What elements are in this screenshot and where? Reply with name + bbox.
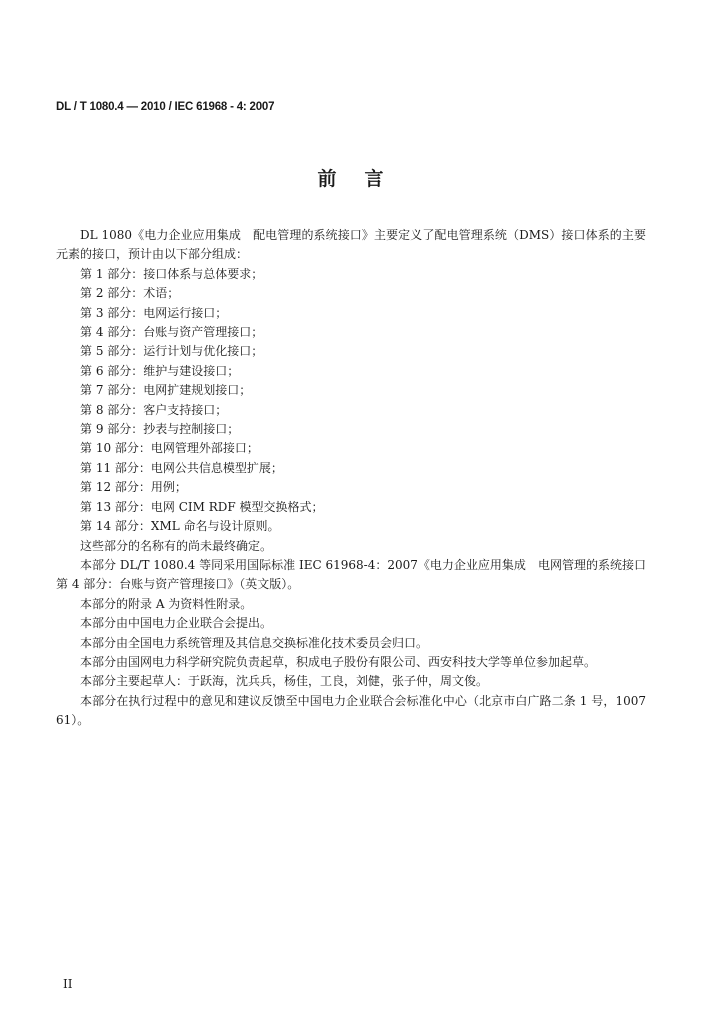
- foreword-body: [56, 226, 659, 731]
- list-item-part-4: 第 4 部分：台账与资产管理接口；: [80, 325, 264, 340]
- standard-code-header: DL / T 1080.4 — 2010 / IEC 61968 - 4: 2007: [56, 101, 275, 113]
- list-item-part-6: 第 6 部分：维护与建设接口；: [80, 363, 240, 378]
- list-item-part-3: 第 3 部分：电网运行接口；: [80, 305, 228, 320]
- drafting-units-paragraph: 本部分由国网电力科学研究院负责起草，积成电子股份有限公司、西安科技大学等单位参加起草。: [80, 654, 597, 669]
- drafters-paragraph: 本部分主要起草人：于跃海，沈兵兵，杨佳，工良，刘健，张子仲，周文俊。: [80, 674, 489, 689]
- feedback-paragraph: 本部分在执行过程中的意见和建议反馈至中国电力企业联合会标准化中心（北京市白广路二条 1 号，100761）。: [56, 693, 646, 728]
- list-item-part-12: 第 12 部分：用例；: [80, 480, 187, 495]
- proposer-paragraph: 本部分由中国电力企业联合会提出。: [80, 616, 273, 631]
- list-item-part-1: 第 1 部分：接口体系与总体要求；: [80, 266, 264, 281]
- list-item-part-5: 第 5 部分：运行计划与优化接口；: [80, 344, 264, 359]
- list-item-part-2: 第 2 部分：术语；: [80, 286, 180, 301]
- list-item-part-8: 第 8 部分：客户支持接口；: [80, 402, 228, 417]
- intro-paragraph: DL 1080《电力企业应用集成 配电管理的系统接口》主要定义了配电管理系统（DMS）接口体系的主要元素的接口，预计由以下部分组成：: [56, 228, 646, 262]
- names-not-final-paragraph: 这些部分的名称有的尚未最终确定。: [80, 538, 273, 553]
- list-item-part-9: 第 9 部分：抄表与控制接口；: [80, 422, 240, 437]
- committee-paragraph: 本部分由全国电力系统管理及其信息交换标准化技术委员会归口。: [80, 635, 429, 650]
- list-item-part-11: 第 11 部分：电网公共信息模型扩展；: [80, 460, 283, 475]
- appendix-paragraph: 本部分的附录 A 为资料性附录。: [80, 596, 253, 611]
- page-title: 前言: [317, 168, 412, 190]
- list-item-part-7: 第 7 部分：电网扩建规划接口；: [80, 383, 252, 398]
- page-number: II: [63, 977, 73, 991]
- list-item-part-13: 第 13 部分：电网 CIM RDF 模型交换格式；: [80, 499, 324, 514]
- list-item-part-14: 第 14 部分：XML 命名与设计原则。: [80, 519, 280, 534]
- list-item-part-10: 第 10 部分：电网管理外部接口；: [80, 441, 259, 456]
- equivalence-paragraph: 本部分 DL/T 1080.4 等同采用国际标准 IEC 61968-4：2007《电力企业应用集成 电网管理的系统接口 第 4 部分：台账与资产管理接口》（英文版）。: [56, 557, 659, 592]
